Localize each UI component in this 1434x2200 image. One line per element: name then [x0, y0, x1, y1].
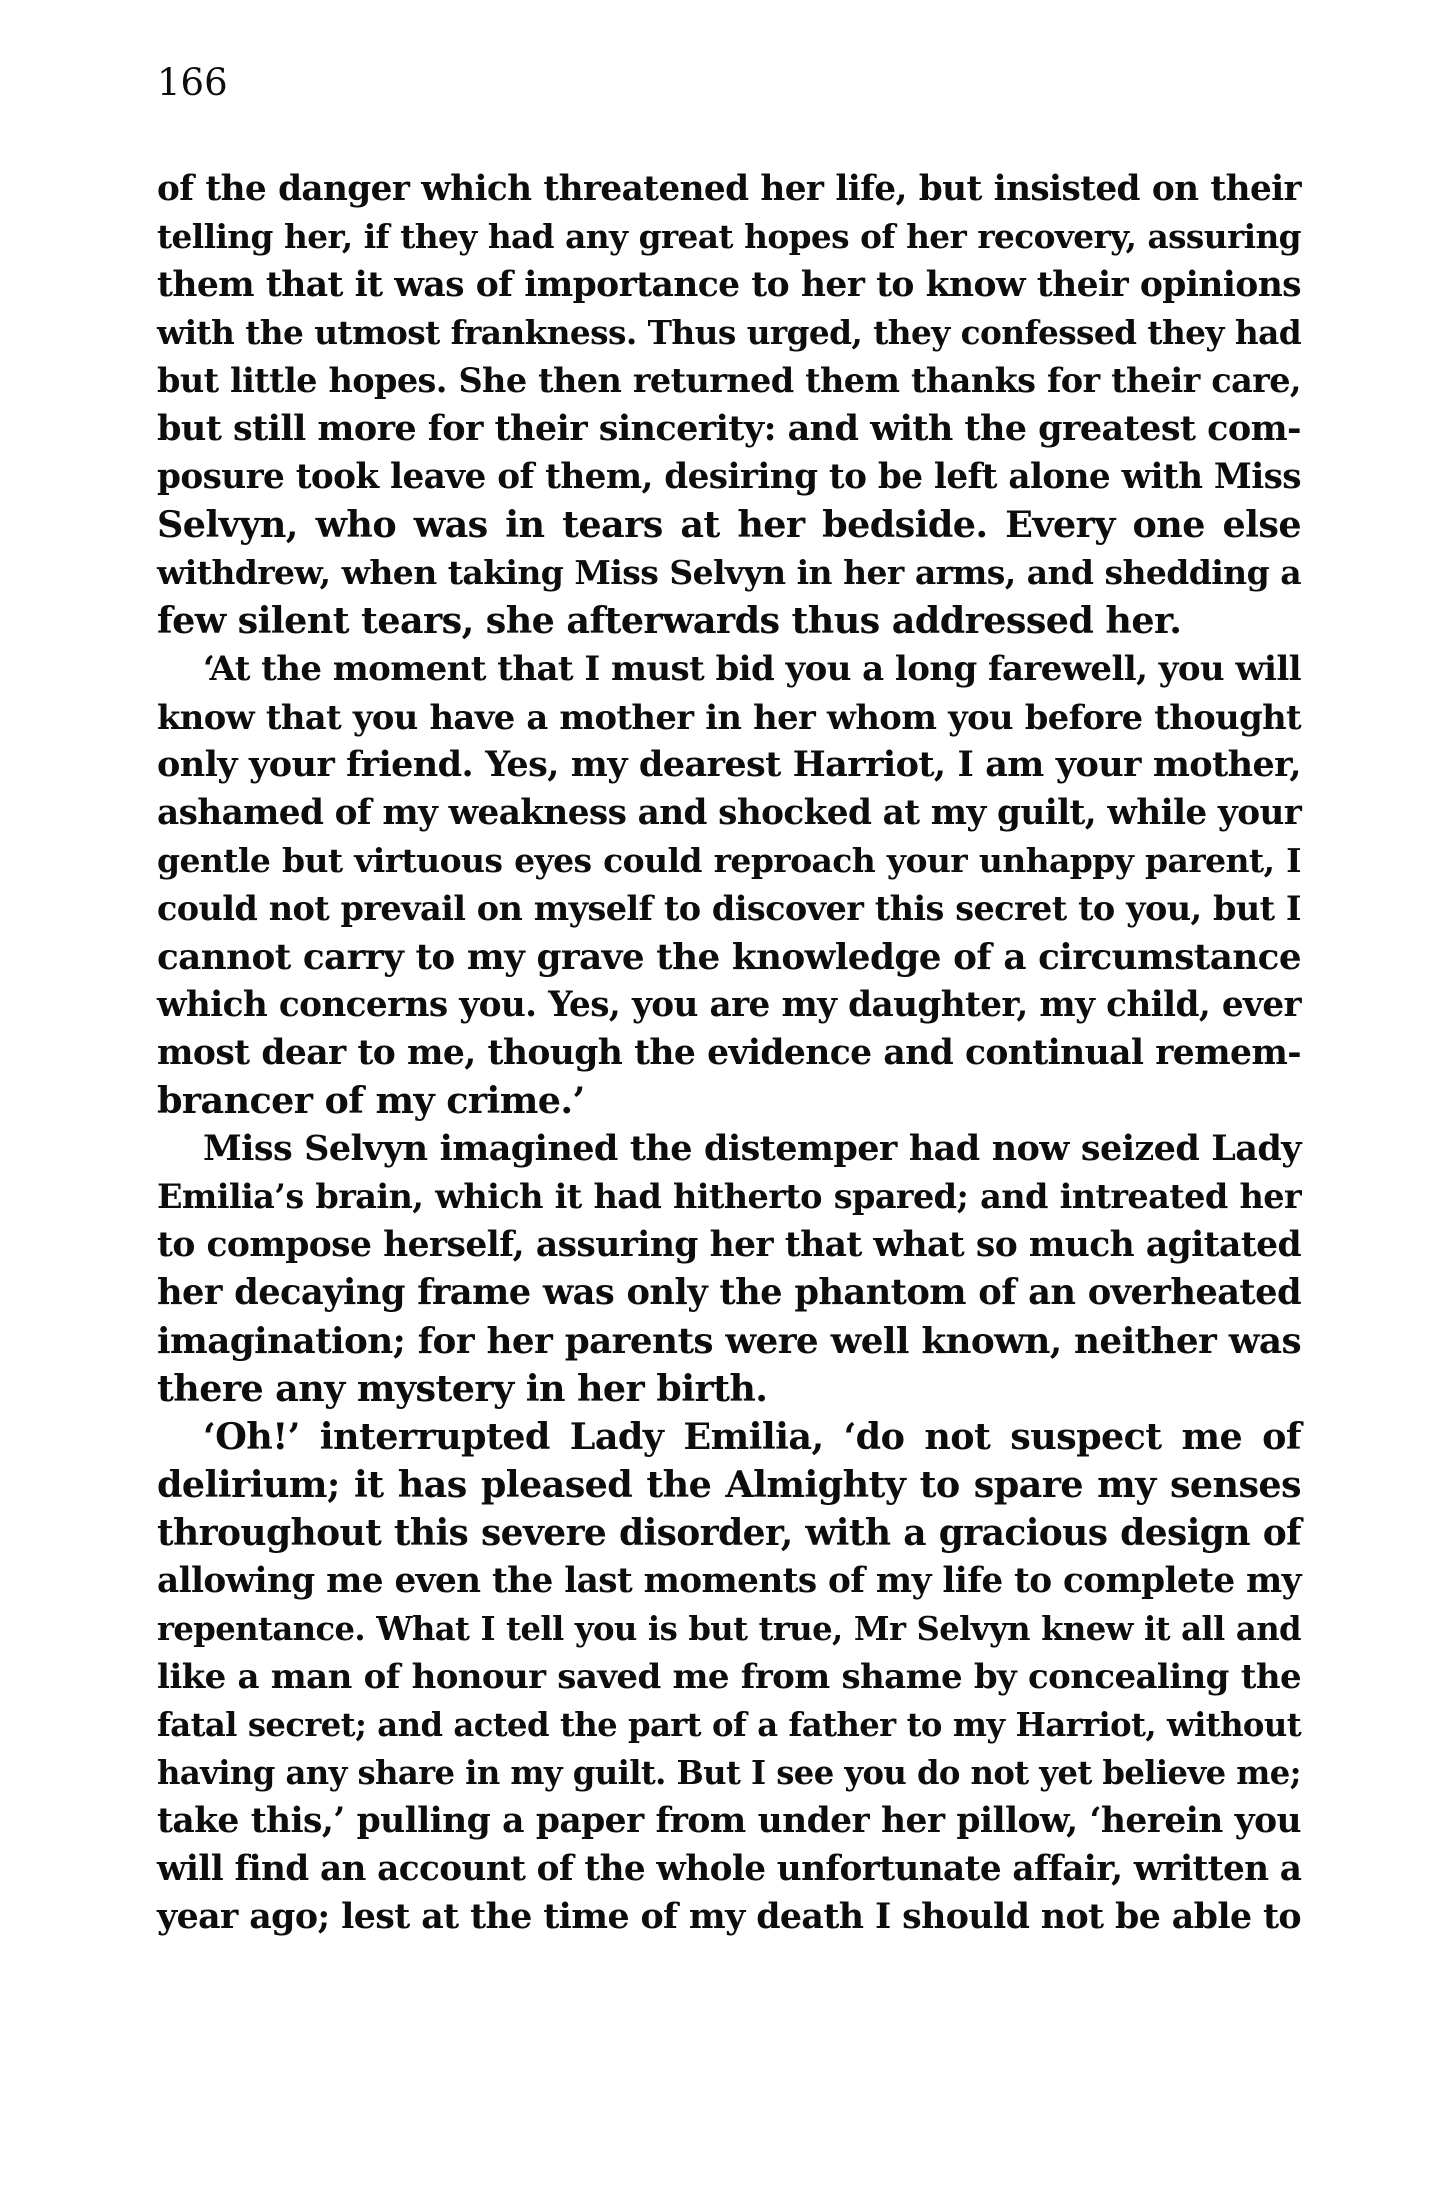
- text-line: withdrew, when taking Miss Selvyn in her arms, and shedding a: [157, 553, 1301, 592]
- text-line: take this,’ pulling a paper from under her pillow, ‘herein you: [157, 1801, 1301, 1841]
- paragraph: [157, 645, 1301, 1125]
- text-line: brancer of my crime.’: [157, 1079, 585, 1122]
- text-line: telling her, if they had any great hopes of her recovery, assuring: [157, 217, 1301, 256]
- paragraph: [157, 165, 1301, 645]
- text-line: ‘Oh!’ interrupted Lady Emilia, ‘do not suspect me of: [203, 1415, 1301, 1458]
- text-line: with the utmost frankness. Thus urged, they confessed they had: [157, 313, 1301, 352]
- text-line: most dear to me, though the evidence and continual remem-: [157, 1033, 1301, 1073]
- text-line: Miss Selvyn imagined the distemper had now seized Lady: [203, 1128, 1301, 1169]
- text-line: repentance. What I tell you is but true, Mr Selvyn knew it all and: [157, 1610, 1301, 1648]
- text-line: having any share in my guilt. But I see you do not yet believe me;: [157, 1754, 1301, 1792]
- text-line: there any mystery in her birth.: [157, 1367, 768, 1410]
- text-line: imagination; for her parents were well known, neither was: [157, 1320, 1301, 1362]
- text-line: her decaying frame was only the phantom of an overheated: [157, 1272, 1301, 1313]
- page-number: 166: [157, 61, 228, 104]
- text-line: like a man of honour saved me from shame by concealing the: [157, 1657, 1301, 1697]
- text-line: only your friend. Yes, my dearest Harriot, I am your mother,: [157, 744, 1301, 785]
- text-line: to compose herself, assuring her that what so much agitated: [157, 1225, 1301, 1265]
- text-line: of the danger which threatened her life, but insisted on their: [157, 169, 1301, 209]
- text-line: them that it was of importance to her to know their opinions: [157, 265, 1301, 305]
- text-line: Emilia’s brain, which it had hitherto spared; and intreated her: [157, 1177, 1301, 1216]
- text-line: know that you have a mother in her whom you before thought: [157, 697, 1301, 737]
- text-line: Selvyn, who was in tears at her bedside. Every one else: [157, 503, 1301, 546]
- text-line: posure took leave of them, desiring to be left alone with Miss: [157, 457, 1301, 497]
- text-line: but little hopes. She then returned them thanks for their care,: [157, 361, 1301, 400]
- text-line: ashamed of my weakness and shocked at my guilt, while your: [157, 793, 1302, 833]
- text-line: could not prevail on myself to discover this secret to you, but I: [157, 889, 1301, 928]
- text-line: fatal secret; and acted the part of a father to my Harriot, without: [157, 1706, 1301, 1744]
- text-line: throughout this severe disorder, with a gracious design of: [157, 1512, 1301, 1554]
- body-text: [157, 165, 1301, 1941]
- text-line: allowing me even the last moments of my life to complete my: [157, 1561, 1301, 1601]
- text-line: delirium; it has pleased the Almighty to spare my senses: [157, 1463, 1301, 1506]
- text-line: will find an account of the whole unfortunate affair, written a: [157, 1849, 1302, 1889]
- text-line: gentle but virtuous eyes could reproach your unhappy parent, I: [157, 841, 1301, 880]
- paragraph: [157, 1125, 1301, 1413]
- paragraph: [157, 1413, 1301, 1941]
- text-line: year ago; lest at the time of my death I should not be able to: [157, 1896, 1301, 1937]
- text-line: ‘At the moment that I must bid you a long farewell, you will: [203, 649, 1301, 689]
- text-line: which concerns you. Yes, you are my daughter, my child, ever: [157, 985, 1301, 1025]
- text-line: cannot carry to my grave the knowledge of a circumstance: [157, 936, 1301, 978]
- text-line: few silent tears, she afterwards thus addressed her.: [157, 599, 1182, 642]
- text-line: but still more for their sincerity: and with the greatest com-: [157, 408, 1301, 449]
